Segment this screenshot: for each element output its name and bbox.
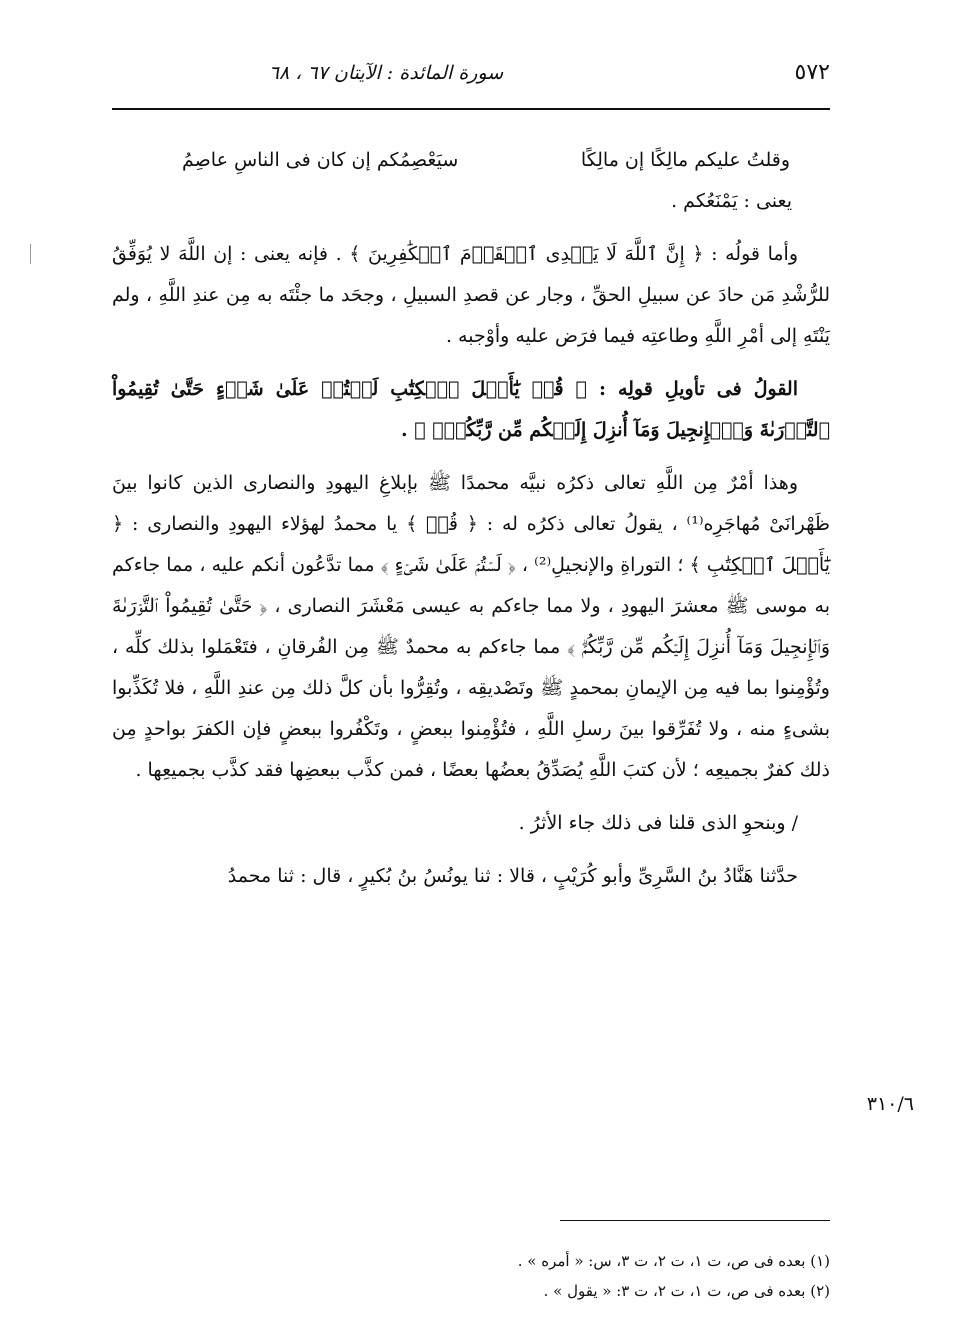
paragraph-explanation: وهذا أمْرٌ مِن اللَّهِ تعالى ذكرُه نبيَّه محمدًا ﷺ بإبلاغِ اليهودِ والنصارى الذين كانوا بينَ ظَهْرانَىْ مُهاجَرِه⁽¹⁾ ، يقولُ تعالى ذكرُه له : ﴿ قُلۡ ﴾ يا محمدُ لهؤلاء اليهودِ والنصارى : ﴿ يَٰٓأَهۡلَ ٱلۡكِتَٰبِ ﴾ ؛ التوراةِ والإنجيلِ⁽²⁾ ، ﴿ لَسۡتُمۡ عَلَىٰ شَىۡءٍ ﴾ مما تدَّعُون أنكم عليه ، مما جاءكم به موسى ﷺ معشرَ اليهودِ ، ولا مما جاءكم به عيسى مَعْشَرَ النصارى ، ﴿ حَتَّىٰ تُقِيمُواْ ٱلتَّوۡرَىٰةَ وَٱلۡإِنجِيلَ وَمَآ أُنزِلَ إِلَيۡكُم مِّن رَّبِّكُمۡۗ ﴾ مما جاءكم به محمدٌ ﷺ مِن الفُرقانِ ، فتَعْمَلوا بذلك كلِّه ، وتُؤْمِنوا بما فيه مِن الإيمانِ بمحمدٍ ﷺ وتَصْديقِه ، وتُقِرُّوا بأن كلَّ ذلك مِن عندِ اللَّهِ ، فلا تُكَذِّبوا بشىءٍ منه ، ولا تُفَرِّقوا بينَ رسلِ اللَّهِ ، فتُؤْمِنوا ببعضٍ ، وتَكْفُروا ببعضٍ فإن الكفرَ بواحدٍ مِن ذلك كفرٌ بجميعِه ؛ لأن كتبَ اللَّهِ يُصَدِّقُ بعضُها بعضًا ، فمن كذَّب ببعضِها فقد كذَّب بجميعِها . (112, 472, 831, 781)
footnote: (١) بعده فى ص، ت ١، ت ٢، ت ٣، س: « أمره » . (517, 1252, 830, 1270)
paragraph-athar: / وبنحوِ الذى قلنا فى ذلك جاء الأثرُ . (518, 812, 798, 834)
footnote: (٢) بعده فى ص، ت ١، ت ٢، ت ٣: « يقول » . (543, 1282, 830, 1300)
paragraph-isnad: حدَّثنا هَنَّادُ بنُ السَّرِىِّ وأبو كُرَيْبٍ ، قالا : ثنا يونُسُ بنُ بُكيرٍ ، قال : ثنا محمدُ (227, 865, 798, 887)
page-header (112, 58, 830, 98)
paragraph-commentary: وأما قولُه : ﴿ إِنَّ ٱللَّهَ لَا يَهۡدِى ٱلۡقَوۡمَ ٱلۡكَٰفِرِينَ ﴾ . فإنه يعنى : إن اللَّهَ لا يُوَفِّقُ للرُّشْدِ مَن حادَ عن سبيلِ الحقِّ ، وجار عن قصدِ السبيلِ ، وجحَد ما جئْتَه به مِن عندِ اللَّهِ ، ولم يَنْتَهِ إلى أمْرِ اللَّهِ وطاعتِه فيما فرَض عليه وأوْجبه . (112, 243, 830, 347)
paragraph-gloss: يعنى : يَمْنَعُكم . (671, 190, 792, 212)
running-title: سورة المائدة : الآيتان ٦٧ ، ٦٨ (268, 62, 504, 84)
poetry-verse (112, 140, 830, 181)
main-text (112, 140, 830, 909)
scan-mark (30, 244, 31, 264)
header-rule (112, 108, 830, 110)
margin-reference: ٣١٠/٦ (866, 1093, 914, 1115)
footnote-rule (560, 1220, 830, 1221)
verse-left-hemistich: سيَعْصِمُكم إن كان فى الناسِ عاصِمُ (182, 149, 459, 171)
paragraph-heading: القولُ فى تأويلِ قولِه : ﴿ قُلۡ يَٰٓأَهۡلَ ٱلۡكِتَٰبِ لَسۡتُمۡ عَلَىٰ شَىۡءٍ حَتَّىٰ تُقِيمُواْ ٱلتَّوۡرَىٰةَ وَٱلۡإِنجِيلَ وَمَآ أُنزِلَ إِلَيۡكُم مِّن رَّبِّكُمۡۗ ﴾ . (112, 378, 830, 441)
footnotes (112, 1246, 830, 1306)
page-number: ٥٧٢ (794, 60, 830, 85)
verse-right-hemistich: وقلتُ عليكم مالِكًا إن مالِكًا (580, 149, 790, 171)
